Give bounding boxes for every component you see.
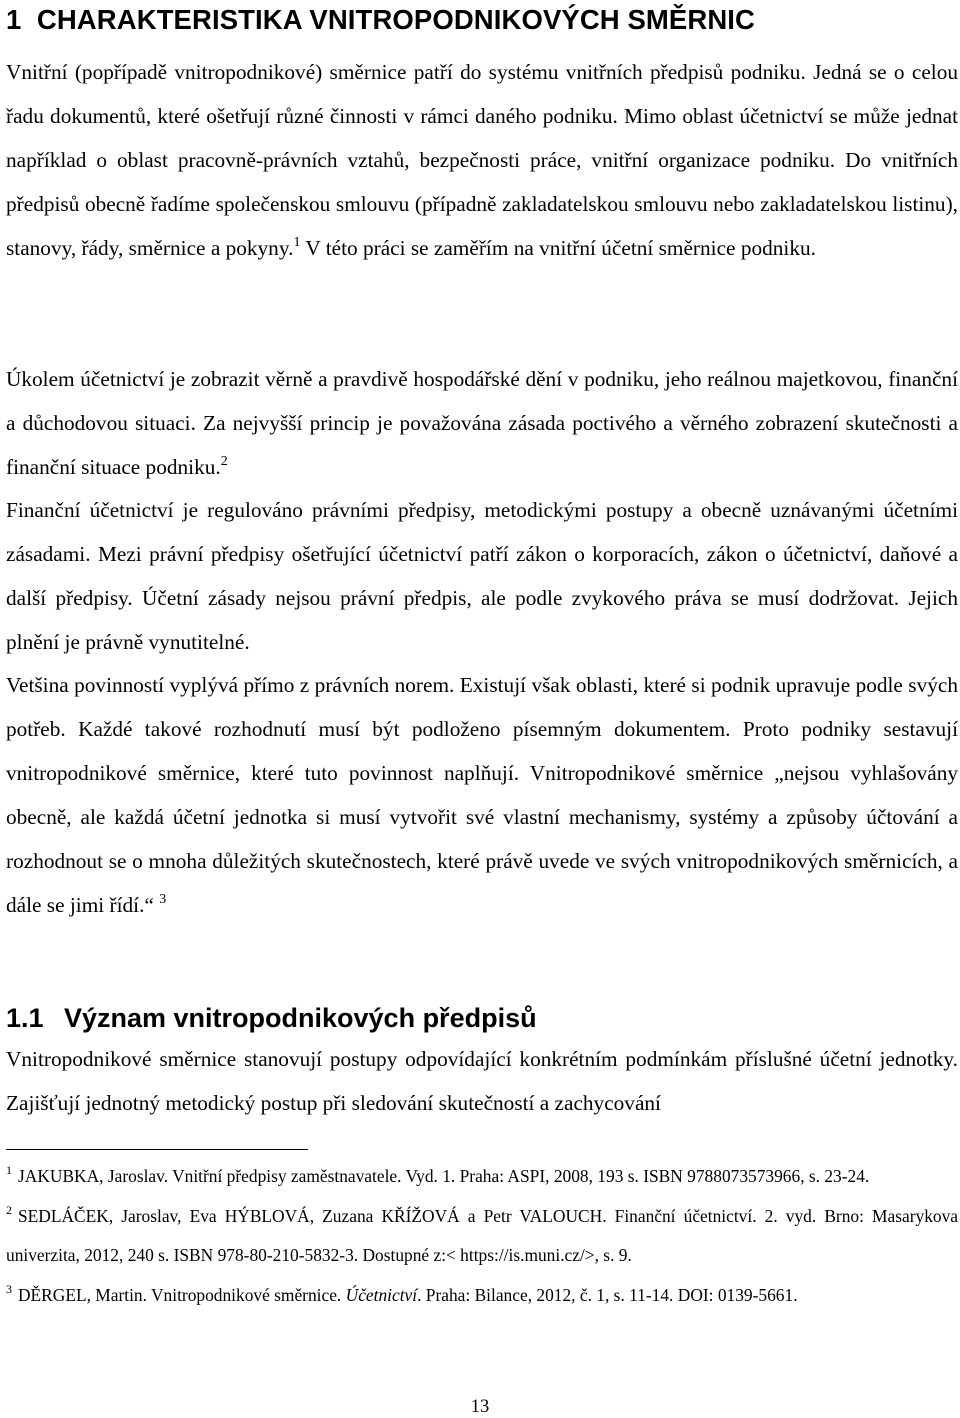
section-title: Význam vnitropodnikových předpisů bbox=[64, 1003, 537, 1033]
footnote-number: 3 bbox=[6, 1281, 12, 1296]
paragraph-3-text: Finanční účetnictví je regulováno právními předpisy, metodickými postupy a obecně uznávanými účetními zásadami. Mezi právní předpisy ošetřující účetnictví patří zákon o korporacích, zákon o účetnictví, daňové a další předpisy. Účetní zásady nejsou právní předpis, ale podle zvykového práva se musí dodržovat. Jejich plnění je právně vynutitelné. bbox=[6, 498, 958, 654]
paragraph-1 bbox=[6, 51, 958, 271]
footnote-text: DĚRGEL, Martin. Vnitropodnikové směrnice. bbox=[18, 1284, 346, 1305]
chapter-title: CHARAKTERISTIKA VNITROPODNIKOVÝCH SMĚRNIC bbox=[36, 4, 755, 35]
paragraph-4 bbox=[6, 664, 958, 927]
footnote-1 bbox=[6, 1157, 958, 1197]
chapter-number: 1 bbox=[6, 4, 22, 35]
document-page bbox=[6, 0, 958, 1305]
chapter-heading bbox=[6, 2, 958, 38]
page-number: 13 bbox=[470, 1397, 490, 1417]
paragraph-4-text: Vetšina povinností vyplývá přímo z právních norem. Existují však oblasti, které si podnik upravuje podle svých potřeb. Každé takové rozhodnutí musí být podloženo písemným dokumentem. Proto podniky sestavují vnitropodnikové směrnice, které tuto povinnost naplňují. Vnitropodnikové směrnice „nejsou vyhlašovány obecně, ale každá účetní jednotka si musí vytvořit své vlastní mechanismy, systémy a způsoby účtování a rozhodnout se o mnoha důležitých skutečnostech, které právě uvede ve svých vnitropodnikových směrnicích, a dále se jimi řídí.“ bbox=[6, 673, 958, 917]
footnote-text: JAKUBKA, Jaroslav. Vnitřní předpisy zaměstnavatele. Vyd. 1. Praha: ASPI, 2008, 193 s. ISBN 9788073573966, s. 23-24. bbox=[18, 1166, 870, 1186]
footnote-number: 2 bbox=[6, 1202, 12, 1217]
paragraph-1-text: Vnitřní (popřípadě vnitropodnikové) směrnice patří do systému vnitřních předpisů podniku. Jedná se o celou řadu dokumentů, které ošetřují různé činnosti v rámci daného podniku. Mimo oblast účetnictví se může jednat například o oblast pracovně-právních vztahů, bezpečnosti práce, vnitřní organizace podniku. Do vnitřních předpisů obecně řadíme společenskou smlouvu (případně zakladatelskou smlouvu nebo zakladatelskou listinu), stanovy, řády, směrnice a pokyny. bbox=[6, 60, 958, 260]
footnote-ref-3[interactable]: 3 bbox=[159, 891, 167, 907]
footnote-text: SEDLÁČEK, Jaroslav, Eva HÝBLOVÁ, Zuzana KŘÍŽOVÁ a Petr VALOUCH. Finanční účetnictví. 2. vyd. Brno: Masarykova univerzita, 2012, 240 s. ISBN 978-80-210-5832-3. Dostupné z:< https://is.muni.cz/>, s. 9. bbox=[6, 1205, 958, 1265]
footnote-separator bbox=[6, 1149, 308, 1150]
footnote-text-cont: . Praha: Bilance, 2012, č. 1, s. 11-14. DOI: 0139-5661. bbox=[417, 1284, 798, 1305]
paragraph-2 bbox=[6, 358, 958, 490]
paragraph-1-text-cont: V této práci se zaměřím na vnitřní účetní směrnice podniku. bbox=[300, 235, 816, 260]
paragraph-5 bbox=[6, 1038, 958, 1126]
footnote-2 bbox=[6, 1197, 958, 1276]
paragraph-3 bbox=[6, 489, 958, 665]
footnote-ref-2[interactable]: 2 bbox=[220, 453, 228, 469]
section-heading bbox=[6, 1000, 537, 1036]
footnote-number: 1 bbox=[6, 1163, 12, 1177]
footnote-ref-1[interactable]: 1 bbox=[293, 234, 301, 250]
footnote-3 bbox=[6, 1276, 958, 1316]
section-number: 1.1 bbox=[6, 1003, 44, 1033]
footnote-journal-title: Účetnictví bbox=[345, 1284, 418, 1305]
paragraph-2-text: Úkolem účetnictví je zobrazit věrně a pravdivě hospodářské dění v podniku, jeho reálnou majetkovou, finanční a důchodovou situaci. Za nejvyšší princip je považována zásada poctivého a věrného zobrazení skutečnosti a finanční situace podniku. bbox=[6, 367, 958, 479]
paragraph-5-text: Vnitropodnikové směrnice stanovují postupy odpovídající konkrétním podmínkám příslušné účetní jednotky. Zajišťují jednotný metodický postup při sledování skutečností a zachycování bbox=[6, 1047, 958, 1115]
footnotes bbox=[6, 1157, 958, 1315]
